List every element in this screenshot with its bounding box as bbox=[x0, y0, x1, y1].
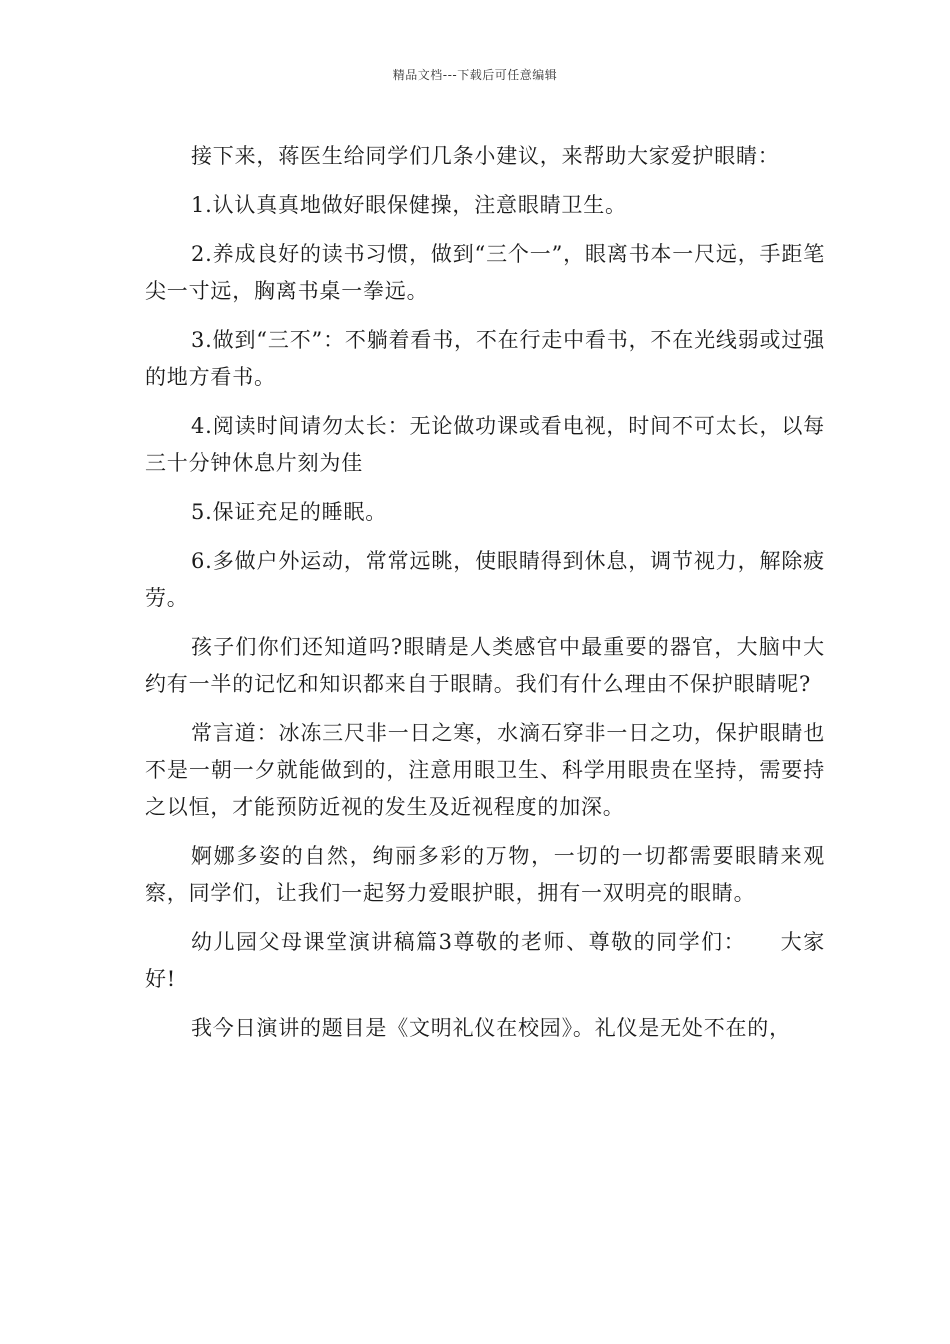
paragraph-tip-3: 3.做到“三不”：不躺着看书，不在行走中看书，不在光线弱或过强的地方看书。 bbox=[145, 328, 825, 389]
paragraph-tip-1: 1.认认真真地做好眼保健操，注意眼睛卫生。 bbox=[191, 193, 627, 217]
paragraph-tip-5: 5.保证充足的睡眠。 bbox=[191, 500, 388, 524]
paragraph-speech-3-heading: 幼儿园父母课堂演讲稿篇3尊敬的老师、尊敬的同学们： 大家好! bbox=[145, 930, 825, 991]
paragraph-tip-4: 4.阅读时间请勿太长：无论做功课或看电视，时间不可太长，以每三十分钟休息片刻为佳 bbox=[145, 414, 825, 475]
paragraph-tip-6: 6.多做户外运动，常常远眺，使眼睛得到休息，调节视力，解除疲劳。 bbox=[145, 549, 825, 610]
paragraph-advice-intro: 接下来，蒋医生给同学们几条小建议，来帮助大家爱护眼睛： bbox=[191, 144, 780, 168]
document-body bbox=[145, 138, 825, 1059]
paragraph-closing: 婀娜多姿的自然，绚丽多彩的万物，一切的一切都需要眼睛来观察，同学们，让我们一起努力爱眼护眼，拥有一双明亮的眼睛。 bbox=[145, 844, 825, 905]
paragraph-tip-2: 2.养成良好的读书习惯，做到“三个一”，眼离书本一尺远，手距笔尖一寸远，胸离书桌一拳远。 bbox=[145, 242, 825, 303]
paragraph-eyes-importance: 孩子们你们还知道吗?眼睛是人类感官中最重要的器官，大脑中大约有一半的记忆和知识都来自于眼睛。我们有什么理由不保护眼睛呢? bbox=[145, 635, 825, 696]
paragraph-proverb: 常言道：冰冻三尺非一日之寒，水滴石穿非一日之功，保护眼睛也不是一朝一夕就能做到的，注意用眼卫生、科学用眼贵在坚持，需要持之以恒，才能预防近视的发生及近视程度的加深。 bbox=[145, 721, 825, 819]
paragraph-speech-3-topic: 我今日演讲的题目是《文明礼仪在校园》。礼仪是无处不在的， bbox=[191, 1016, 791, 1040]
page-header: 精品文档---下载后可任意编辑 bbox=[392, 68, 558, 82]
